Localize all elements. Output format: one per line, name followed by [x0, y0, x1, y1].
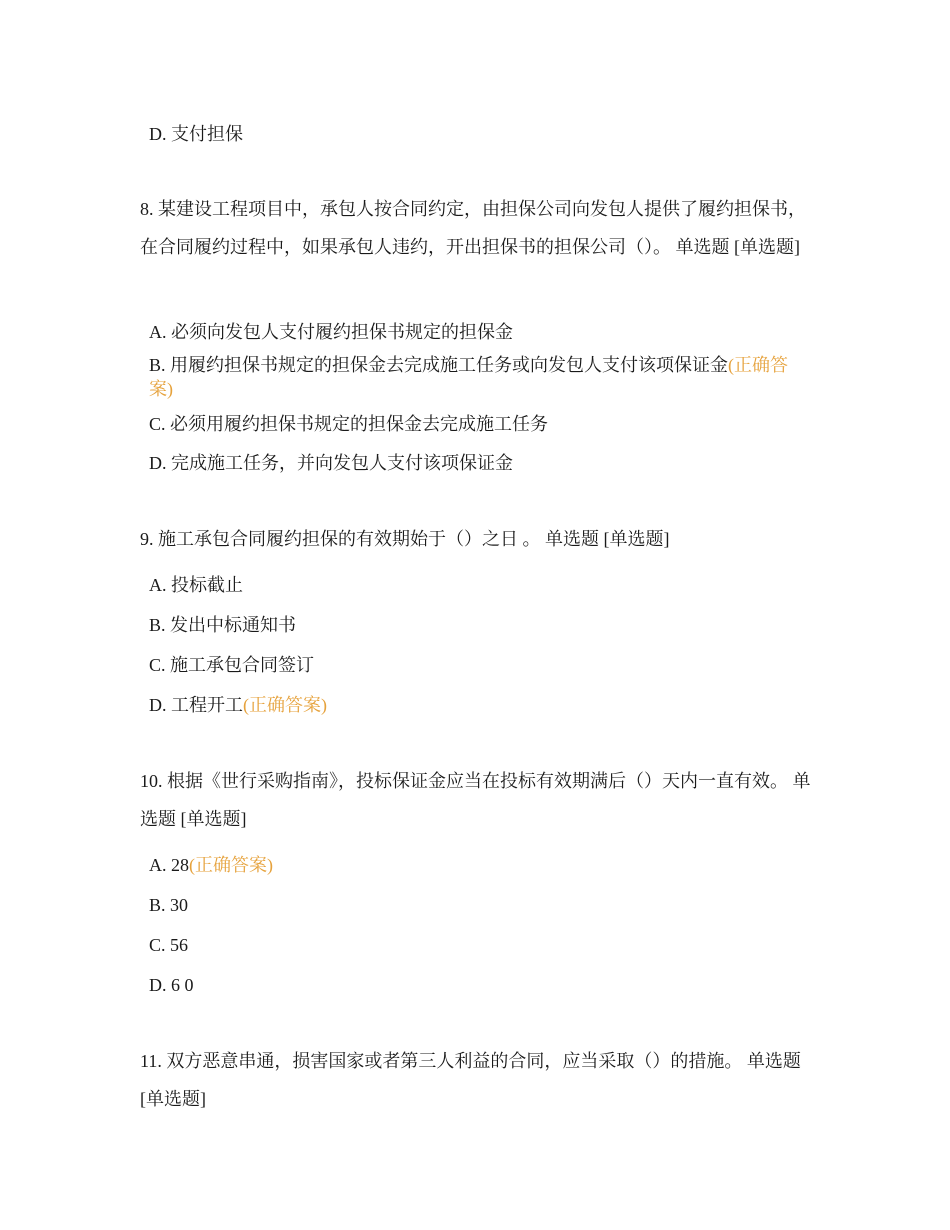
question-number: 10. — [140, 771, 163, 791]
option-item — [149, 653, 314, 677]
question-11-text — [140, 1043, 812, 1118]
correct-answer-marker: (正确答案) — [189, 855, 273, 875]
option-item — [149, 893, 188, 917]
option-text: 必须用履约担保书规定的担保金去完成施工任务 — [170, 414, 549, 434]
option-item — [149, 412, 548, 436]
option-text: 56 — [170, 935, 189, 955]
option-label: A. — [149, 855, 167, 875]
option-label: A. — [149, 575, 167, 595]
option-item — [149, 451, 513, 475]
question-body: 某建设工程项目中，承包人按合同约定，由担保公司向发包人提供了履约担保书，在合同履约过程中，如果承包人违约，开出担保书的担保公司（）。 单选题 [单选题] — [140, 199, 806, 257]
option-label: D. — [149, 975, 167, 995]
option-label: B. — [149, 895, 166, 915]
option-text: 必须向发包人支付履约担保书规定的担保金 — [171, 322, 513, 342]
question-10-text — [140, 763, 812, 838]
option-label: D. — [149, 695, 167, 715]
option-item — [149, 933, 188, 957]
option-label: B. — [149, 615, 166, 635]
correct-answer-marker: (正确答案) — [243, 695, 327, 715]
option-label: C. — [149, 414, 166, 434]
option-text: 6 0 — [171, 975, 194, 995]
option-item — [149, 320, 513, 344]
option-text: 工程开工 — [171, 695, 243, 715]
question-8-text — [140, 191, 812, 266]
question-body: 双方恶意串通，损害国家或者第三人利益的合同，应当采取（）的措施。 单选题 [单选题] — [140, 1051, 801, 1109]
option-label: D. — [149, 124, 167, 144]
option-text: 投标截止 — [171, 575, 243, 595]
option-label: D. — [149, 453, 167, 473]
option-text: 用履约担保书规定的担保金去完成施工任务或向发包人支付该项保证金 — [170, 355, 729, 375]
option-item — [149, 613, 296, 637]
option-label: C. — [149, 935, 166, 955]
option-item — [149, 853, 273, 877]
option-item — [149, 122, 243, 146]
option-item — [149, 573, 243, 597]
option-label: C. — [149, 655, 166, 675]
option-item — [149, 353, 799, 401]
option-item — [149, 973, 194, 997]
option-text: 发出中标通知书 — [170, 615, 297, 635]
question-body: 根据《世行采购指南》，投标保证金应当在投标有效期满后（）天内一直有效。 单选题 [单选题] — [140, 771, 811, 829]
question-number: 8. — [140, 199, 154, 219]
option-text: 28 — [171, 855, 189, 875]
option-text: 完成施工任务，并向发包人支付该项保证金 — [171, 453, 513, 473]
question-body: 施工承包合同履约担保的有效期始于（）之日 。 单选题 [单选题] — [158, 529, 670, 549]
option-label: B. — [149, 355, 166, 375]
correct-answer-marker: (正确答案) — [149, 355, 789, 399]
option-text: 支付担保 — [171, 124, 243, 144]
question-9-text — [140, 521, 812, 559]
option-text: 施工承包合同签订 — [170, 655, 315, 675]
option-label: A. — [149, 322, 167, 342]
option-item — [149, 693, 327, 717]
option-text: 30 — [170, 895, 189, 915]
question-number: 11. — [140, 1051, 162, 1071]
question-number: 9. — [140, 529, 154, 549]
